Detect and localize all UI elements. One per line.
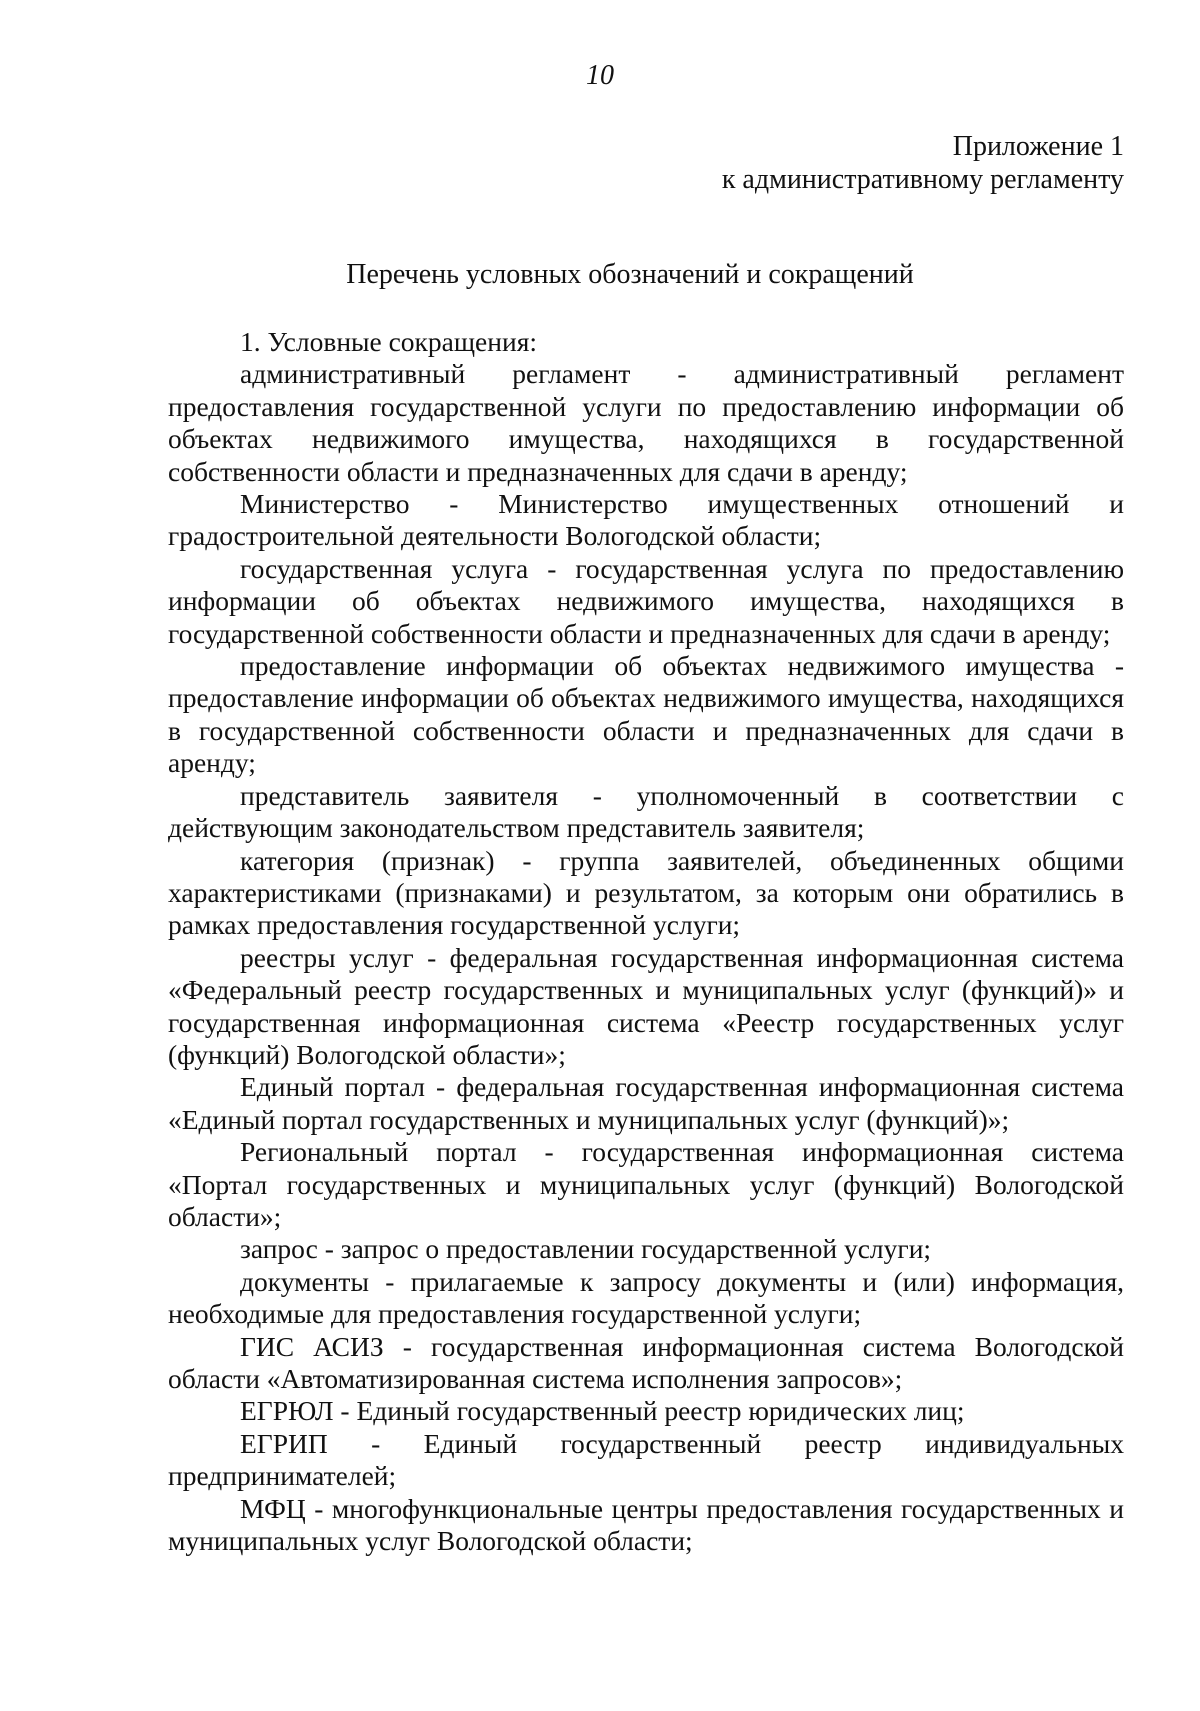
definition-paragraph: административный регламент - административный регламент предоставления государственной услуги по предоставлению информации об объектах недвижимого имущества, находящихся в государственной собственности области и предназначенных для сдачи в аренду; xyxy=(168,358,1124,487)
definition-paragraph: запрос - запрос о предоставлении государственной услуги; xyxy=(240,1233,932,1265)
definition-paragraph: Министерство - Министерство имущественных отношений и градостроительной деятельности Вологодской области; xyxy=(168,488,1124,552)
section-heading: 1. Условные сокращения: xyxy=(240,326,537,357)
document-title: Перечень условных обозначений и сокращений xyxy=(346,259,914,290)
definition-paragraph: ЕГРЮЛ - Единый государственный реестр юридических лиц; xyxy=(240,1395,965,1427)
definition-paragraph: категория (признак) - группа заявителей, объединенных общими характеристиками (признаками) и результатом, за которым они обратились в рамках предоставления государственной услуги; xyxy=(168,844,1124,941)
appendix-reference: к административному регламенту xyxy=(721,164,1124,195)
definition-paragraph: государственная услуга - государственная услуга по предоставлению информации об объектах недвижимого имущества, находящихся в государственной собственности области и предназначенных для сдачи в аренду; xyxy=(168,552,1124,649)
definition-paragraph: Региональный портал - государственная информационная система «Портал государственных и муниципальных услуг (функций) Вологодской области»; xyxy=(168,1136,1124,1232)
definition-paragraph: ГИС АСИЗ - государственная информационная система Вологодской области «Автоматизированная система исполнения запросов»; xyxy=(168,1330,1124,1394)
definition-paragraph: ЕГРИП - Единый государственный реестр индивидуальных предпринимателей; xyxy=(168,1427,1124,1492)
definition-paragraph: предоставление информации об объектах недвижимого имущества - предоставление информации об объектах недвижимого имущества, находящихся в государственной собственности области и предназначенных для сдачи в аренду; xyxy=(168,650,1124,779)
document-body xyxy=(168,326,1124,1557)
appendix-header xyxy=(722,130,1124,196)
definition-paragraph: реестры услуг - федеральная государственная информационная система «Федеральный реестр государственных и муниципальных услуг (функций)» и государственная информационная система «Реестр государственных услуг (функций) Вологодской области»; xyxy=(168,941,1124,1070)
appendix-label: Приложение 1 xyxy=(952,131,1124,162)
definition-paragraph: МФЦ - многофункциональные центры предоставления государственных и муниципальных услуг Вологодской области; xyxy=(168,1492,1124,1557)
definition-paragraph: представитель заявителя - уполномоченный в соответствии с действующим законодательством представитель заявителя; xyxy=(168,779,1124,844)
definition-paragraph: Единый портал - федеральная государственная информационная система «Единый портал государственных и муниципальных услуг (функций)»; xyxy=(168,1071,1124,1135)
page-number: 10 xyxy=(586,60,614,91)
definition-paragraph: документы - прилагаемые к запросу документы и (или) информация, необходимые для предоставления государственной услуги; xyxy=(168,1265,1124,1330)
